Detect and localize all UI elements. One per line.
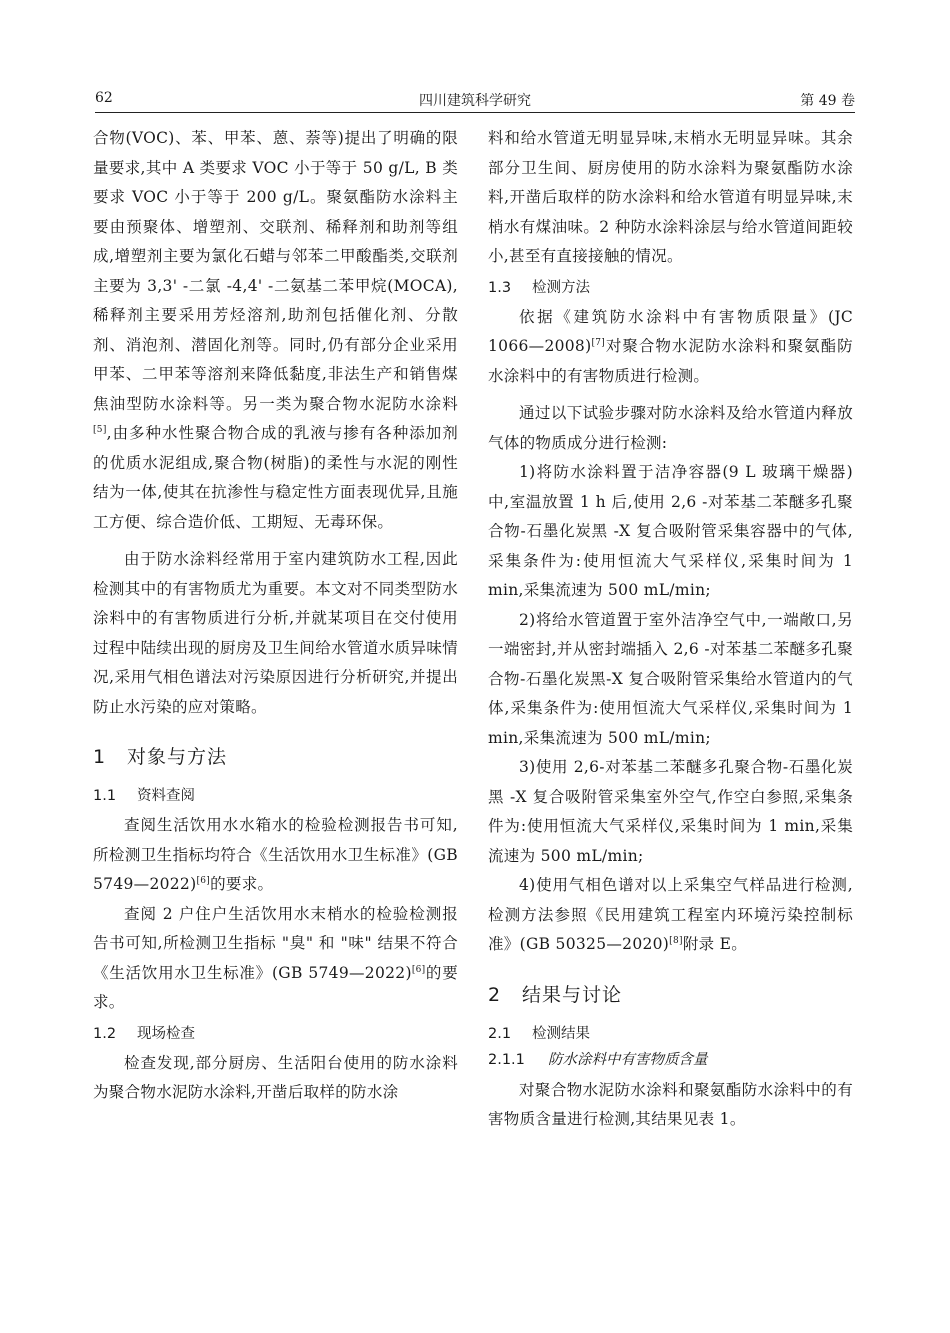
list-item: 3)使用 2,6-对苯基二苯醚多孔聚合物-石墨化炭黑 -X 复合吸附管采集室外空气,作空白参照,采集条件为:使用恒流大气采样仪,采集时间为 1 min,采集流速为 500 mL/min; [488,758,853,865]
volume-number: 第 49 卷 [800,93,855,109]
section-heading: 1 对象与方法 [93,746,228,768]
page-number: 62 [95,90,113,106]
paragraph: 依据《建筑防水涂料中有害物质限量》(JC 1066—2008)[7]对聚合物水泥防水涂料和聚氨酯防水涂料中的有害物质进行检测。 [488,307,853,385]
journal-title: 四川建筑科学研究 [419,93,531,109]
paragraph: 检查发现,部分厨房、生活阳台使用的防水涂料为聚合物水泥防水涂料,开凿后取样的防水涂 [93,1053,458,1101]
paragraph: 由于防水涂料经常用于室内建筑防水工程,因此检测其中的有害物质尤为重要。本文对不同类型防水涂料中的有害物质进行分析,并就某项目在交付使用过程中陆续出现的厨房及卫生间给水管道水质异味情况,采用气相色谱法对污染原因进行分析研究,并提出防止水污染的应对策略。 [93,550,458,716]
subsection-heading: 1.3 检测方法 [488,279,590,296]
citation: [6] [196,875,211,886]
left-column [93,124,458,1108]
subsection-heading: 1.1 资料查阅 [93,788,195,804]
subsection-heading: 1.2 现场检查 [93,1025,195,1042]
subsubsection-heading: 2.1.1 防水涂料中有害物质含量 [488,1051,708,1068]
paragraph: 料和给水管道无明显异味,末梢水无明显异味。其余部分卫生间、厨房使用的防水涂料为聚氨酯防水涂料,开凿后取样的防水涂料和给水管道有明显异味,末梢水有煤油味。2 种防水涂料涂层与给水管道间距较小,甚至有直接接触的情况。 [488,129,853,265]
paragraph: 通过以下试验步骤对防水涂料及给水管道内释放气体的物质成分进行检测: [488,404,853,452]
citation: [6] [411,964,426,975]
list-item: 4)使用气相色谱对以上采集空气样品进行检测,检测方法参照《民用建筑工程室内环境污染控制标准》(GB 50325—2020)[8]附录 E。 [488,876,853,953]
citation: [7] [591,337,606,348]
paragraph: 对聚合物水泥防水涂料和聚氨酯防水涂料中的有害物质含量进行检测,其结果见表 1。 [488,1080,853,1128]
subsection-heading: 2.1 检测结果 [488,1025,590,1042]
list-item: 2)将给水管道置于室外洁净空气中,一端敞口,另一端密封,并从密封端插入 2,6 -对苯基二苯醚多孔聚合物-石墨化炭黑-X 复合吸附管采集给水管道内的气体,采集条件为:使用恒流大气采样仪,采集时间为 1 min,采集流速为 500 mL/min; [488,610,853,747]
paragraph: 查阅生活饮用水水箱水的检验检测报告书可知,所检测卫生指标均符合《生活饮用水卫生标准》(GB 5749—2022)[6]的要求。 [93,816,458,893]
section-heading: 2 结果与讨论 [488,983,623,1006]
running-header [95,86,855,113]
list-item: 1)将防水涂料置于洁净容器(9 L 玻璃干燥器)中,室温放置 1 h 后,使用 2,6 -对苯基二苯醚多孔聚合物-石墨化炭黑 -X 复合吸附管采集容器中的气体,采集条件为:使用恒流大气采样仪,采集时间为 1 min,采集流速为 500 mL/min; [488,463,853,599]
citation: [5] [93,424,107,435]
citation: [8] [669,935,683,946]
paragraph: 查阅 2 户住户生活饮用水末梢水的检验检测报告书可知,所检测卫生指标 "臭" 和 "味" 结果不符合《生活饮用水卫生标准》(GB 5749—2022)[6]的要求。 [93,904,459,1011]
paragraph: 合物(VOC)、苯、甲苯、蒽、萘等)提出了明确的限量要求,其中 A 类要求 VOC 小于等于 50 g/L, B 类要求 VOC 小于等于 200 g/L。聚氨酯防水涂料主要由预聚体、增塑剂、交联剂、稀释剂和助剂等组成,增塑剂主要为氯化石蜡与邻苯二甲酸酯类,交联剂主要为 3,3' -二氯 -4,4' -二氨基二苯甲烷(MOCA),稀释剂主要采用芳烃溶剂,助剂包括催化剂、分散剂、消泡剂、潜固化剂等。同时,仍有部分企业采用甲苯、二甲苯等溶剂来降低黏度,非法生产和销售煤焦油型防水涂料等。另一类为聚合物水泥防水涂料[5],由多种水性聚合物合成的乳液与掺有各种添加剂的优质水泥组成,聚合物(树脂)的柔性与水泥的刚性结为一体,使其在抗渗性与稳定性方面表现优异,且施工方便、综合造价低、工期短、无毒环保。 [93,129,458,531]
right-column [488,124,853,1135]
